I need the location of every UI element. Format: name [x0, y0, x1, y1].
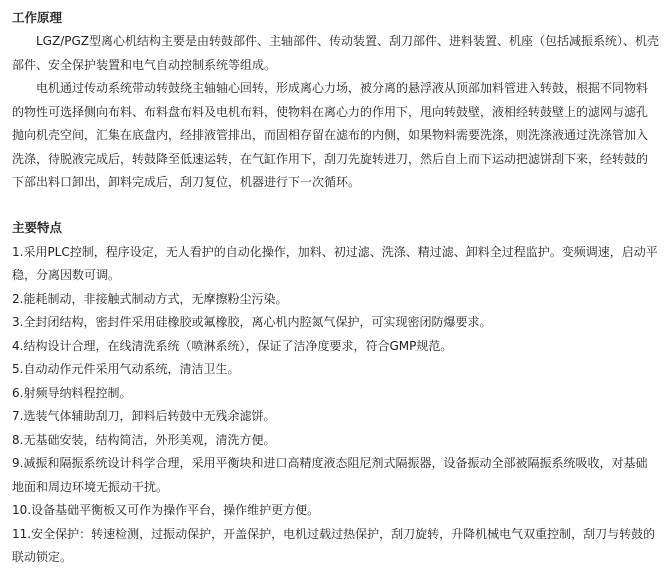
principle-heading: 工作原理 [12, 10, 63, 25]
feature-item: 2.能耗制动，非接触式制动方式，无摩擦粉尘污染。 [12, 291, 288, 306]
feature-item: 7.选装气体辅助刮刀，卸料后转鼓中无残余滤饼。 [12, 409, 276, 423]
feature-item: 11.安全保护：转速检测，过振动保护，开盖保护，电机过载过热保护，刮刀旋转，升降机械电气双重控制，刮刀与转鼓的联动锁定。 [12, 526, 656, 564]
features-list [12, 241, 659, 570]
feature-item: 10.设备基础平衡板又可作为操作平台，操作维护更方便。 [12, 503, 320, 517]
feature-item: 8.无基础安装，结构简洁，外形美观，清洗方便。 [12, 432, 276, 447]
principle-paragraph-composition: LGZ/PGZ型离心机结构主要是由转鼓部件、主轴部件、传动装置、刮刀部件、进料装置、机座（包括减振系统）、机壳部件、安全保护装置和电气自动控制系统等组成。 [12, 34, 660, 72]
principle-paragraph-operation: 电机通过传动系统带动转鼓绕主轴轴心回转，形成离心力场，被分离的悬浮液从顶部加料管进入转鼓，根据不同物料的物性可选择侧向布料、布料盘布料及电机布料，使物料在离心力的作用下，甩向转鼓壁，液相经转鼓壁上的滤网与滤孔抛向机壳空间，汇集在底盘内，经排液管排出，而固相存留在滤布的内侧，如果物料需要洗涤，则洗涤液通过洗涤管加入洗涤，待脱液完成后，转鼓降至低速运转，在气缸作用下，刮刀先旋转进刀，然后自上而下运动把滤饼刮下来，经转鼓的下部出料口卸出，卸料完成后，刮刀复位，机器进行下一次循环。 [12, 81, 649, 189]
features-heading: 主要特点 [12, 219, 63, 235]
feature-item: 3.全封闭结构，密封件采用硅橡胶或氟橡胶，离心机内腔氮气保护，可实现密闭防爆要求。 [12, 315, 492, 329]
feature-item: 9.减振和隔振系统设计科学合理，采用平衡块和进口高精度液态阻尼剂式隔振器，设备振动全部被隔振系统吸收，对基础地面和周边环境无振动干扰。 [12, 456, 648, 494]
feature-item: 1.采用PLC控制，程序设定，无人看护的自动化操作，加料、初过滤、洗涤、精过滤、卸料全过程监护。变频调速，启动平稳，分离因数可调。 [12, 244, 658, 282]
feature-item: 5.自动动作元件采用气动系统，清洁卫生。 [12, 362, 240, 376]
feature-item: 6.射频导纳料程控制。 [12, 385, 132, 400]
feature-item: 4.结构设计合理，在线清洗系统（喷淋系统），保证了洁净度要求，符合GMP规范。 [12, 338, 453, 353]
